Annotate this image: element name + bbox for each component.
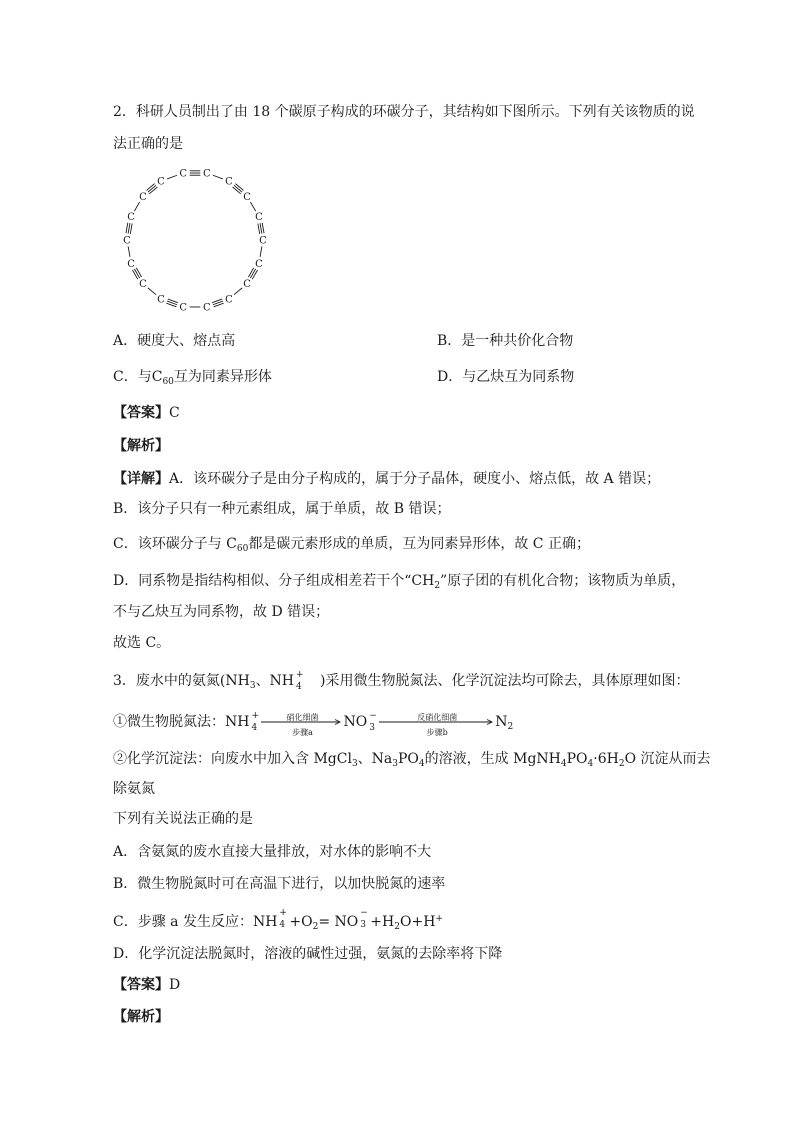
q2-option-b[interactable]: B．是一种共价化合物 xyxy=(437,333,574,349)
q3-option-c[interactable]: C．步骤 a 发生反应：NH + 4 $+O_2=$ NO − 3 $+H_2O+H^+$ xyxy=(113,908,443,932)
carbon-atom: C xyxy=(157,294,165,306)
carbon-atom: C xyxy=(139,191,147,203)
q3-analysis-label: 【解析】 xyxy=(113,1009,169,1025)
carbon-atom: C xyxy=(179,302,188,314)
single-bond-line xyxy=(234,288,242,295)
single-bond-line xyxy=(148,288,156,295)
triple-bond-line xyxy=(130,224,132,234)
carbon-atom: C xyxy=(179,168,188,180)
triple-bond-line xyxy=(250,269,255,278)
q3-method-2-line1: ②化学沉淀法：向废水中加入含 MgCl$_3$、$Na_3PO_4$的溶液，生成 $MgNH_4PO_4\cdot 6H_2O$ 沉淀从而去 xyxy=(113,751,711,769)
carbon-atom: C xyxy=(225,294,233,306)
triple-bond-line xyxy=(248,268,253,277)
carbon-atom: C xyxy=(139,279,147,291)
triple-bond-line xyxy=(252,270,257,279)
arrow-step-a: 硝化细菌 步骤a xyxy=(261,713,343,731)
triple-bond-line xyxy=(126,223,128,233)
q2-detail-d-line2: 不与乙炔互为同系物，故 D 错误； xyxy=(113,604,330,620)
carbon-atom: C xyxy=(127,212,135,224)
single-bond-line xyxy=(128,246,130,256)
q3-option-b[interactable]: B．微生物脱氮时可在高温下进行，以加快脱氮的速率 xyxy=(113,876,446,892)
q2-stem-line2: 法正确的是 xyxy=(113,136,183,152)
q2-detail-c: C．该环碳分子与 $C_{60}$都是碳元素形成的单质，互为同素异形体，故 C 正确； xyxy=(113,536,590,554)
q2-detail-b: B．该分子只有一种元素组成，属于单质，故 B 错误； xyxy=(113,501,451,517)
q3-prompt: 下列有关说法正确的是 xyxy=(113,811,253,827)
q2-option-d[interactable]: D．与乙炔互为同系物 xyxy=(437,369,575,385)
single-bond-line xyxy=(167,175,177,179)
q2-conclusion: 故选 C。 xyxy=(113,635,171,651)
q2-stem-line1: 2．科研人员制出了由 18 个碳原子构成的环碳分子，其结构如下图所示。下列有关该物质的说 xyxy=(113,104,695,120)
triple-bond-line xyxy=(260,223,262,233)
q3-option-a[interactable]: A．含氨氮的废水直接大量排放，对水体的影响不大 xyxy=(113,844,432,860)
carbon-ring-structure xyxy=(108,160,283,320)
carbon-atom: C xyxy=(157,176,165,188)
q3-stem: 3．废水中的氨氮($NH_3$、NH + 4 )采用微生物脱氮法、化学沉淀法均可除去，具体原理如图： xyxy=(113,670,690,692)
carbon-atom: C xyxy=(243,279,251,291)
carbon-atom: C xyxy=(255,258,263,270)
carbon-atom: C xyxy=(127,258,135,270)
carbon-atom: C xyxy=(123,235,131,247)
single-bond-line xyxy=(260,246,262,256)
triple-bond-line xyxy=(136,268,141,277)
single-bond-line xyxy=(250,202,255,211)
q2-detail-a: 【详解】A．该环碳分子是由分子构成的，属于分子晶体，硬度小、熔点低，故 A 错误； xyxy=(113,471,661,487)
q2-detail-d-line1: D．同系物是指结构相似、分子组成相差若干个“$CH_2$”原子团的有机化合物；该物质为单质， xyxy=(113,573,686,591)
q2-answer: 【答案】C xyxy=(113,405,180,421)
q2-option-a[interactable]: A．硬度大、熔点高 xyxy=(113,333,236,349)
q3-answer: 【答案】D xyxy=(113,977,181,993)
q2-option-c[interactable]: C．与$C_{60}$互为同素异形体 xyxy=(113,369,272,387)
carbon-atom: C xyxy=(243,191,251,203)
triple-bond-line xyxy=(258,224,260,234)
carbon-atom: C xyxy=(202,302,211,314)
q3-option-d[interactable]: D．化学沉淀法脱氮时，溶液的碱性过强，氨氮的去除率将下降 xyxy=(113,946,503,962)
q2-analysis-label: 【解析】 xyxy=(113,438,169,454)
single-bond-line xyxy=(213,175,223,179)
single-bond-line xyxy=(134,202,139,211)
carbon-atom: C xyxy=(225,176,233,188)
arrow-step-b: 反硝化细菌 步骤b xyxy=(379,713,495,731)
carbon-atom: C xyxy=(255,212,263,224)
carbon-atom: C xyxy=(259,235,267,247)
triple-bond-line xyxy=(134,269,139,278)
triple-bond-line xyxy=(262,223,264,233)
q3-method-1: ①微生物脱氮法：NH + 4 硝化细菌 步骤a NO − 3 反硝化细菌 步骤b $N_2$ xyxy=(113,711,514,737)
carbon-atom: C xyxy=(202,168,211,180)
ammonium-ion-sub: + 4 xyxy=(296,670,304,692)
triple-bond-line xyxy=(132,270,137,279)
triple-bond-line xyxy=(128,223,130,233)
q3-method-2-line2: 除氨氮 xyxy=(113,781,155,797)
